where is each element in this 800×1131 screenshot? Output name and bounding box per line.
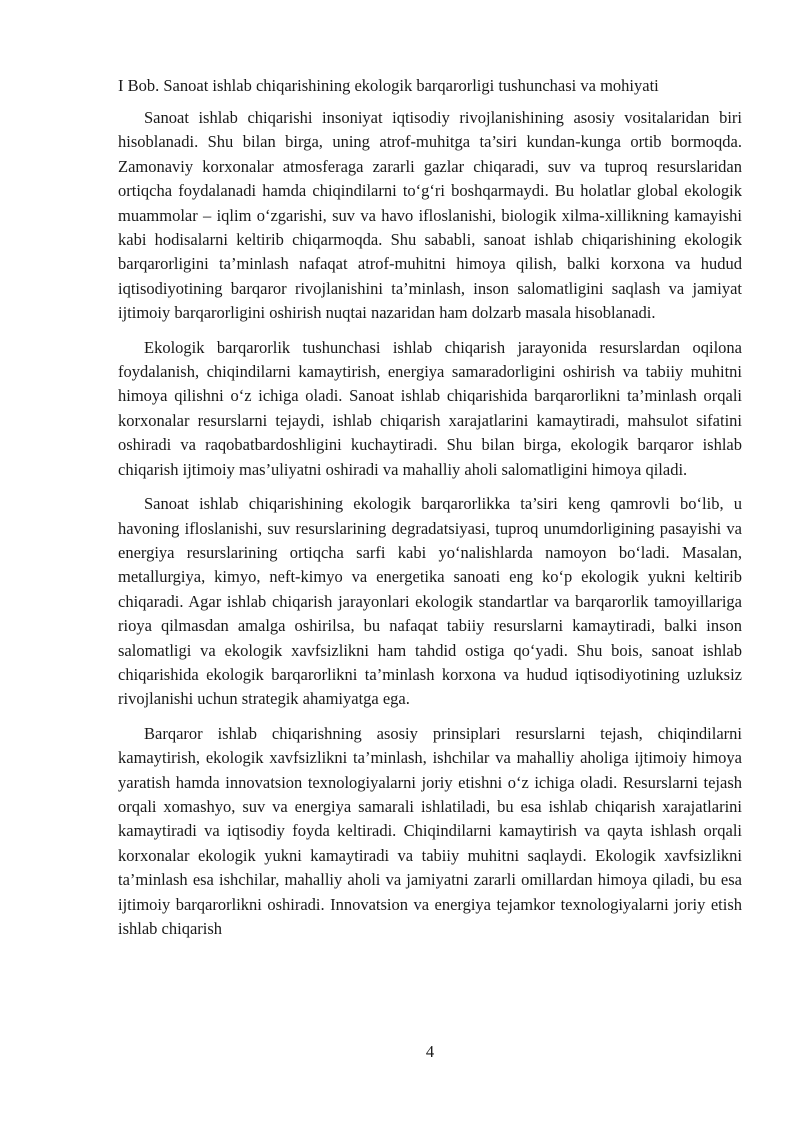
page-number: 4 (425, 1042, 435, 1061)
paragraph-2: Ekologik barqarorlik tushunchasi ishlab chiqarish jarayonida resurslardan oqilona foydalanish, chiqindilarni kamaytirish, energiya samaradorligini oshirish va tabiiy muhitni himoya qilishni o‘z ichiga oladi. Sanoat ishlab chiqarishida barqarorlikni ta’minlash orqali korxonalar resurslarni tejaydi, ishlab chiqarish xarajatlarini kamaytiradi, mahsulot sifatini oshiradi va raqobatbardoshligini kuchaytiradi. Shu bilan birga, ekologik barqaror ishlab chiqarish ijtimoiy mas’uliyatni oshiradi va mahalliy aholi salomatligini himoya qiladi. (118, 337, 742, 479)
chapter-heading: I Bob. Sanoat ishlab chiqarishining ekologik barqarorligi tushunchasi va mohiyati (118, 76, 659, 95)
paragraph-4: Barqaror ishlab chiqarishning asosiy prinsiplari resurslarni tejash, chiqindilarni kamaytirish, ekologik xavfsizlikni ta’minlash, ishchilar va mahalliy aholiga ijtimoiy himoya yaratish hamda innovatsion texnologiyalarni joriy etishni o‘z ichiga oladi. Resurslarni tejash orqali xomashyo, suv va energiya samarali ishlatiladi, bu esa ishlab chiqarish xarajatlarini kamaytiradi va iqtisodiy foyda keltiradi. Chiqindilarni kamaytirish va qayta ishlash orqali korxonalar ekologik yukni kamaytiradi va tabiiy muhitni saqlaydi. Ekologik xavfsizlikni ta’minlash esa ishchilar, mahalliy aholi va jamiyatni zararli omillardan himoya qiladi, bu esa ijtimoiy barqarorlikni oshiradi. Innovatsion va energiya tejamkor texnologiyalarni joriy etish ishlab chiqarish (118, 723, 742, 938)
paragraph-3: Sanoat ishlab chiqarishining ekologik barqarorlikka ta’siri keng qamrovli bo‘lib, u havoning ifloslanishi, suv resurslarining degradatsiyasi, tuproq unumdorligining pasayishi va energiya resurslarining ortiqcha sarfi kabi yo‘nalishlarda namoyon bo‘ladi. Masalan, metallurgiya, kimyo, neft-kimyo va energetika sanoati eng ko‘p ekologik yukni keltirib chiqaradi. Agar ishlab chiqarish jarayonlari ekologik standartlar va barqarorlik tamoyillariga rioya qilmasdan amalga oshirilsa, bu nafaqat tabiiy resurslarni kamaytiradi, balki inson salomatligi va ekologik xavfsizlikni ham tahdid ostiga qo‘yadi. Shu bois, sanoat ishlab chiqarishida ekologik barqarorlikni ta’minlash korxona va hudud iqtisodiyotining uzluksiz rivojlanishi uchun strategik ahamiyatga ega. (118, 494, 742, 709)
paragraph-1: Sanoat ishlab chiqarishi insoniyat iqtisodiy rivojlanishining asosiy vositalaridan biri hisoblanadi. Shu bilan birga, uning atrof-muhitga ta’siri kundan-kunga ortib bormoqda. Zamonaviy korxonalar atmosferaga zararli gazlar chiqaradi, suv va tuproq resurslaridan ortiqcha foydalanadi hamda chiqindilarni to‘g‘ri boshqarmaydi. Bu holatlar global ekologik muammolar – iqlim o‘zgarishi, suv va havo ifloslanishi, biologik xilma-xillikning kamayishi kabi hodisalarni keltirib chiqarmoqda. Shu sababli, sanoat ishlab chiqarishining ekologik barqarorligini ta’minlash nafaqat atrof-muhitni himoya qilish, balki korxona va hudud iqtisodiyotining barqaror rivojlanishini ta’minlash, inson salomatligini saqlash va jamiyat ijtimoiy barqarorligini oshirish nuqtai nazaridan ham dolzarb masala hisoblanadi. (118, 108, 742, 323)
document-page (118, 74, 742, 951)
